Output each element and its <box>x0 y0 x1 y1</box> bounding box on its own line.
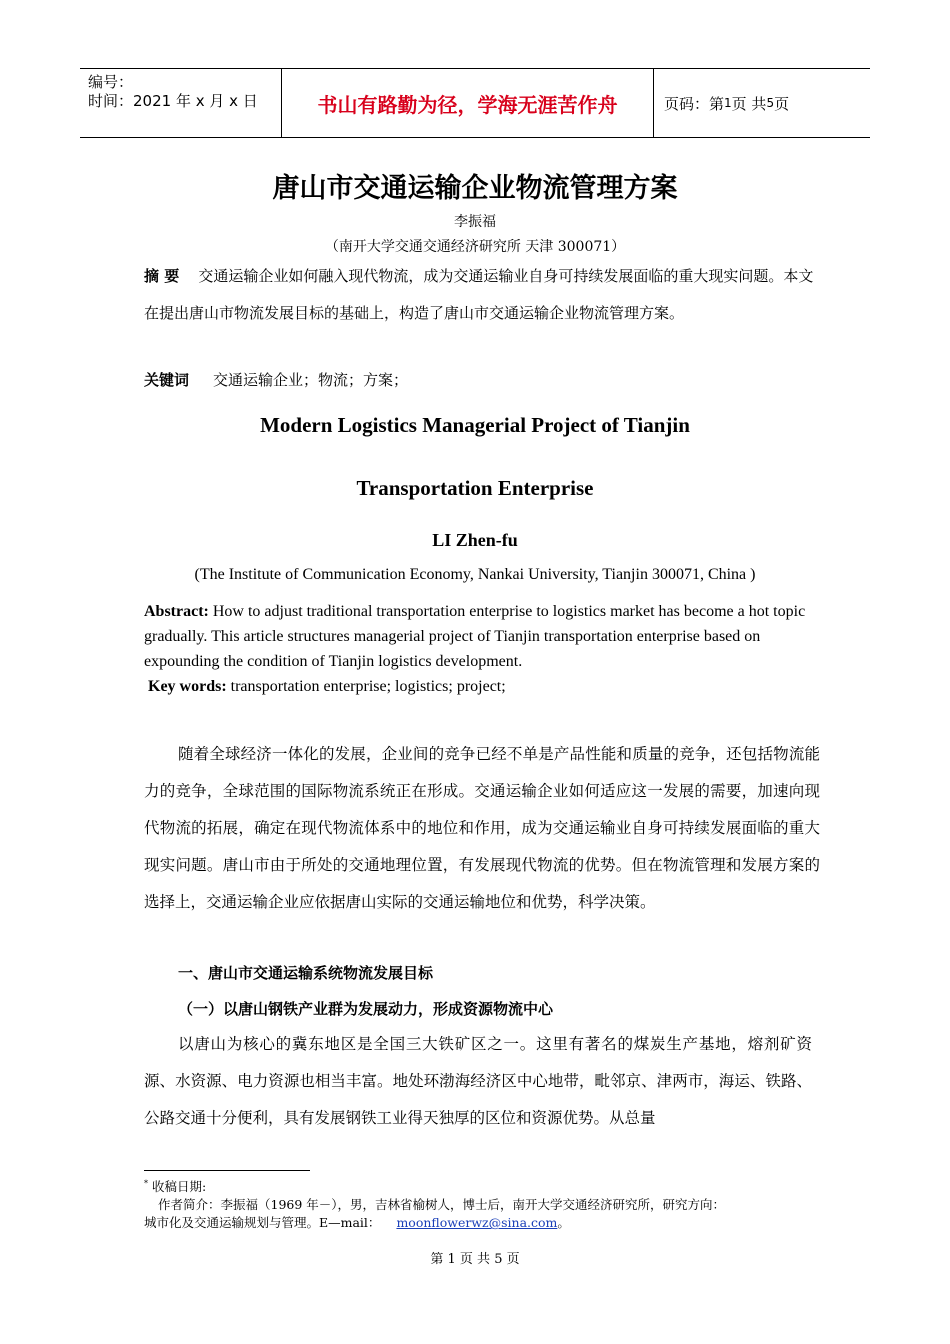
subsection-heading: （一）以唐山钢铁产业群为发展动力，形成资源物流中心 <box>178 1000 554 1018</box>
paragraph-text: 随着全球经济一体化的发展，企业间的竞争已经不单是产品性能和质量的竞争，还包括物流能力的竞争，全球范围的国际物流系统正在形成。交通运输企业如何适应这一发展的需要，加速向现代物流的拓展，确定在现代物流体系中的地位和作用，成为交通运输业自身可持续发展面临的重大现实问题。唐山市由于所处的交通地理位置，有发展现代物流的优势。但在物流管理和发展方案的选择上，交通运输企业应依据唐山实际的交通运输地位和优势，科学决策。 <box>144 745 820 911</box>
english-keywords-label: Key words: <box>148 678 227 695</box>
date-label: 时间：2021 年 x 月 x 日 <box>88 92 258 110</box>
keywords-cn-text: 交通运输企业；物流；方案； <box>213 371 409 389</box>
english-abstract-label: Abstract: <box>144 603 209 620</box>
header-motto-cell <box>281 69 654 137</box>
header-page-cell <box>654 69 870 137</box>
page-total: 5 <box>766 96 775 110</box>
english-title-line2: Transportation Enterprise <box>356 476 594 500</box>
motto: 书山有路勤为径，学海无涯苦作舟 <box>317 92 618 117</box>
english-affiliation: (The Institute of Communication Economy, Nankai University, Tianjin 300071, China ) <box>194 566 756 583</box>
footnote-rule <box>144 1170 310 1171</box>
abstract-cn-label: 摘 要 <box>144 267 180 285</box>
serial-label: 编号： <box>88 73 134 91</box>
bio-text: 城市化及交通运输规划与管理。E—mail： <box>144 1215 381 1231</box>
page-title: 唐山市交通运输企业物流管理方案 <box>272 173 678 204</box>
english-abstract <box>144 599 816 674</box>
footnote-received <box>144 1175 824 1196</box>
received-label: 收稿日期: <box>151 1179 207 1195</box>
body-paragraph-2 <box>144 1026 812 1137</box>
body-paragraph-1 <box>144 736 820 921</box>
page-footer: 第 1 页 共 5 页 <box>430 1252 520 1267</box>
keywords-cn <box>144 368 814 392</box>
footnote-marker: * <box>144 1179 148 1188</box>
footnote-bio-2 <box>144 1214 824 1232</box>
page-mid: 页 共 <box>731 94 767 113</box>
author: 李振福 <box>454 214 496 230</box>
english-abstract-text: How to adjust traditional transportation enterprise to logistics market has become a hot topic gradually. This article structures managerial project of Tianjin transportation enterprise based on expounding the condition of Tianjin logistics development. <box>144 603 806 670</box>
email-link[interactable]: moonflowerwz@sina.com <box>396 1215 558 1231</box>
page-suffix: 页 <box>774 94 790 113</box>
english-title-line1: Modern Logistics Managerial Project of Tianjin <box>260 413 690 437</box>
page-number: 1 <box>724 96 732 110</box>
paragraph-text: 以唐山为核心的冀东地区是全国三大铁矿区之一。这里有著名的煤炭生产基地，熔剂矿资源、水资源、电力资源也相当丰富。地处环渤海经济区中心地带，毗邻京、津两市，海运、铁路、公路交通十分便利，具有发展钢铁工业得天独厚的区位和资源优势。从总量 <box>144 1035 812 1127</box>
bio-end: 。 <box>557 1215 570 1231</box>
abstract-cn <box>144 258 814 332</box>
keywords-cn-label: 关键词 <box>144 371 190 389</box>
english-author: LI Zhen-fu <box>432 530 518 550</box>
header-table <box>80 68 870 138</box>
affiliation: （南开大学交通交通经济研究所 天津 300071） <box>324 239 626 255</box>
header-left-cell <box>80 69 281 137</box>
english-keywords <box>148 674 816 699</box>
section-heading: 一、唐山市交通运输系统物流发展目标 <box>178 964 434 982</box>
abstract-cn-text: 交通运输企业如何融入现代物流，成为交通运输业自身可持续发展面临的重大现实问题。本文在提出唐山市物流发展目标的基础上，构造了唐山市交通运输企业物流管理方案。 <box>144 267 814 322</box>
footnote-bio: 作者简介：李振福（1969 年－），男，吉林省榆树人，博士后，南开大学交通经济研究所，研究方向： <box>158 1197 726 1213</box>
page-prefix: 页码：第 <box>664 94 725 113</box>
english-keywords-text: transportation enterprise; logistics; project; <box>230 678 506 695</box>
footnote <box>144 1175 824 1232</box>
